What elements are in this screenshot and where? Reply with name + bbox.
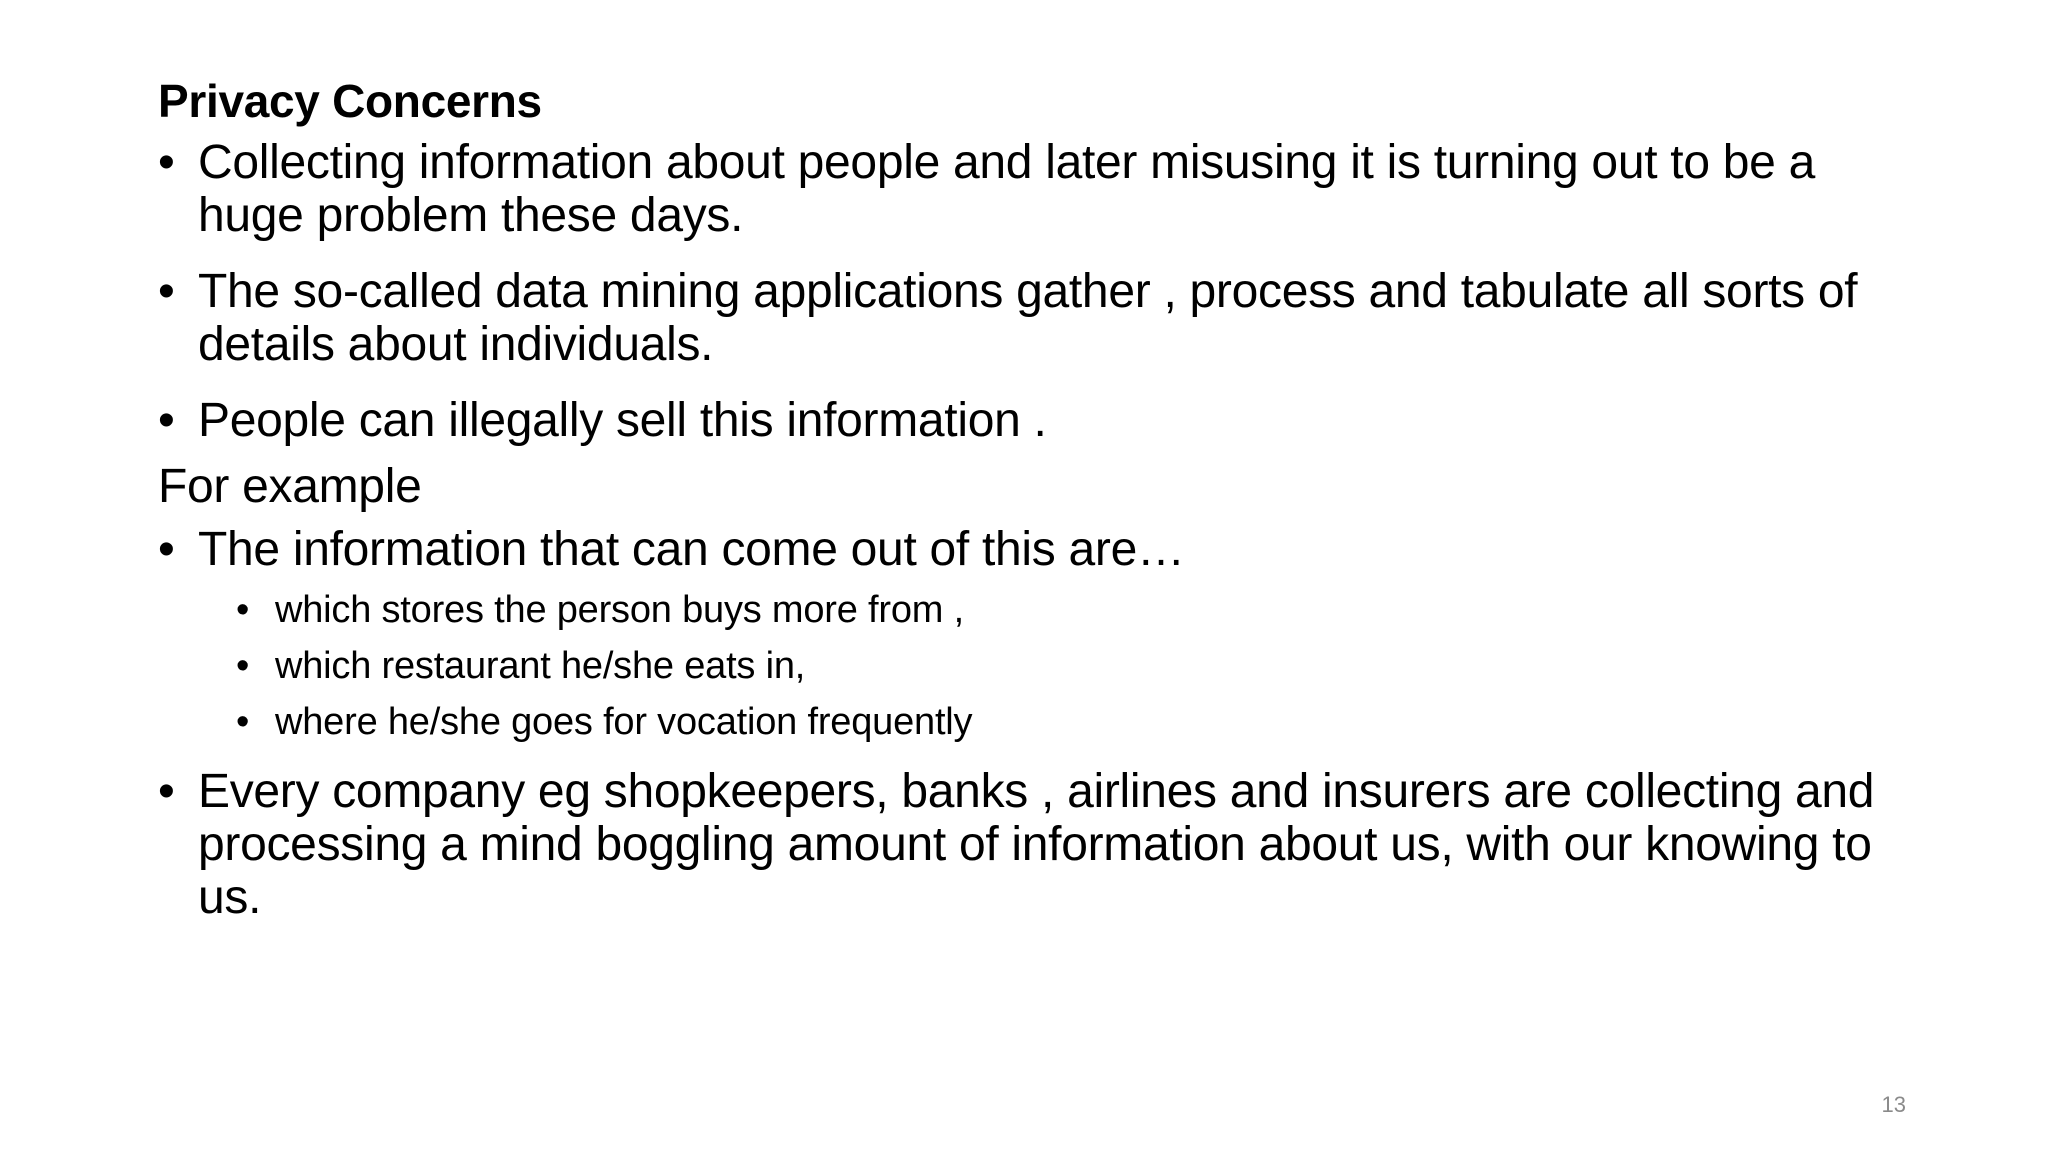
sub-bullet-list <box>158 587 1898 745</box>
bullet-item <box>158 265 1898 371</box>
bullet-item <box>158 523 1898 576</box>
sub-bullet-item <box>158 587 1898 633</box>
sub-bullet-dot: • <box>236 589 250 631</box>
sub-bullet-dot: • <box>236 701 250 743</box>
bullet-dot: • <box>158 265 175 318</box>
sub-bullet-text: where he/she goes for vocation frequently <box>275 701 973 743</box>
sub-bullet-item <box>158 643 1898 689</box>
bullet-item <box>158 136 1898 242</box>
bullet-text: Every company eg shopkeepers, banks , airlines and insurers are collecting and processing a mind boggling amount of information about us, with our knowing to us. <box>198 765 1875 924</box>
bullet-dot: • <box>158 136 175 189</box>
sub-bullet-text: which restaurant he/she eats in, <box>275 645 806 687</box>
bullet-dot: • <box>158 765 175 818</box>
slide-title: Privacy Concerns <box>158 75 542 127</box>
sub-bullet-text: which stores the person buys more from , <box>275 589 964 631</box>
bullet-text: Collecting information about people and later misusing it is turning out to be a huge problem these days. <box>198 136 1815 242</box>
for-example-label: For example <box>158 460 422 513</box>
bullet-text: People can illegally sell this information . <box>198 394 1047 447</box>
slide-content <box>158 72 1898 947</box>
bullet-item <box>158 394 1898 447</box>
bullet-text: The information that can come out of this are… <box>198 523 1185 576</box>
bullet-item <box>158 765 1898 924</box>
bullet-text: The so-called data mining applications gather , process and tabulate all sorts of details about individuals. <box>198 265 1858 371</box>
bullet-dot: • <box>158 394 175 447</box>
sub-bullet-item <box>158 699 1898 745</box>
sub-bullet-dot: • <box>236 645 250 687</box>
bullet-dot: • <box>158 523 175 576</box>
page-number: 13 <box>1881 1092 1906 1117</box>
